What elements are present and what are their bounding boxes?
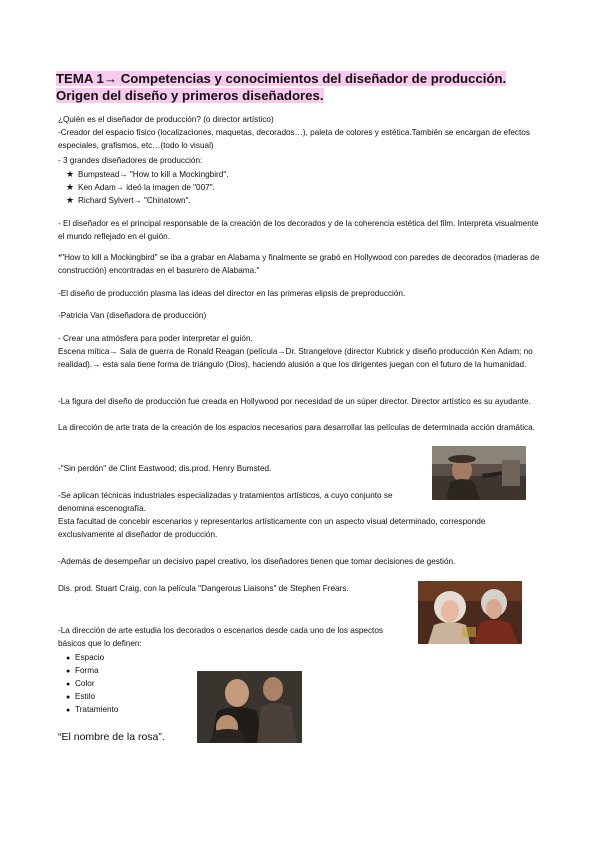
paragraph: Esta facultad de concebir escenarios y representarlos artísticamente con un aspecto visual determinado, corresponde exclusivamente al diseñador de producción. bbox=[58, 517, 486, 539]
intro-line-2: - 3 grandes diseñadores de producción: bbox=[58, 156, 203, 165]
bullet-dot-icon: ● bbox=[66, 655, 71, 662]
paragraph: -Además de desempeñar un decisivo papel creativo, los diseñadores tienen que tomar decisiones de gestión. bbox=[58, 557, 456, 566]
paragraph: La dirección de arte trata de la creación de los espacios necesarios para desarrollar las películas de determinada acción dramática. bbox=[58, 423, 535, 432]
paragraph: -La figura del diseño de producción fue creada en Hollywood por necesidad de un súper director. Director artístico es su ayudante. bbox=[58, 397, 531, 406]
title-highlight: TEMA 1→ Competencias y conocimientos del diseñador de producción. Origen del diseño y primeros diseñadores. bbox=[56, 71, 507, 103]
paragraph: -El diseño de producción plasma las ideas del director en las primeras elipsis de preproducción. bbox=[58, 289, 406, 298]
star-icon: ★ bbox=[66, 195, 75, 205]
list-item: ● Color bbox=[66, 678, 95, 692]
list-item: ● Espacio bbox=[66, 652, 104, 666]
film-still-name-of-the-rose bbox=[197, 671, 302, 743]
list-item: ★ Bumpstead→ "How to kill a Mockingbird". bbox=[66, 169, 229, 179]
list-item: ● Estilo bbox=[66, 691, 95, 705]
paragraph: -La dirección de arte estudia los decorados o escenarios desde cada uno de los aspectos básicos que lo definen: bbox=[58, 626, 383, 648]
bullet-dot-icon: ● bbox=[66, 668, 71, 675]
paragraph: -Se aplican técnicas industriales especializadas y tratamientos artísticos, a cuyo conjunto se denomina escenografía. bbox=[58, 491, 393, 513]
intro-line-1: -Creador del espacio físico (localizaciones, maquetas, decorados…), paleta de colores y estética.También se encargan de efectos especiales, grafismos, etc…(todo lo visual) bbox=[58, 128, 530, 150]
film-still-unforgiven bbox=[432, 446, 526, 500]
page-title bbox=[56, 70, 546, 104]
bullet-dot-icon: ● bbox=[66, 694, 71, 701]
paragraph: - El diseñador es el principal responsable de la creación de los decorados y de la coherencia estética del film. Interpreta visualmente el mundo reflejado en el guión. bbox=[58, 219, 539, 241]
list-item: ● Tratamiento bbox=[66, 704, 118, 718]
paragraph: Escena mítica→ Sala de guerra de Ronald Reagan (película→Dr. Strangelove (director Kubrick y diseño producción Ken Adam; no realidad).→ esta sala tiene forma de triángulo (Dios), haciendo alusión a que los dirigentes juegan con el futuro de la humanidad. bbox=[58, 347, 533, 369]
star-icon: ★ bbox=[66, 169, 75, 179]
paragraph: - Crear una atmósfera para poder interpretar el guión. bbox=[58, 334, 253, 343]
film-caption: “El nombre de la rosa”. bbox=[58, 731, 165, 743]
paragraph: -"Sin perdón" de Clint Eastwood; dis.prod. Henry Bumsted. bbox=[58, 464, 272, 473]
bullet-dot-icon: ● bbox=[66, 681, 71, 688]
star-icon: ★ bbox=[66, 182, 75, 192]
intro-question: ¿Quién es el diseñador de producción? (o director artístico) bbox=[58, 115, 274, 124]
list-item: ● Forma bbox=[66, 665, 99, 679]
paragraph: *"How to kill a Mockingbird" se iba a grabar en Alabama y finalmente se grabó en Hollywood con paredes de decorados (maderas de construcción) encontradas en el basurero de Alabama." bbox=[58, 253, 540, 275]
bullet-dot-icon: ● bbox=[66, 707, 71, 714]
film-still-dangerous-liaisons bbox=[418, 581, 522, 644]
paragraph: Dis. prod. Stuart Craig, con la película "Dangerous Liaisons" de Stephen Frears. bbox=[58, 584, 349, 593]
list-item: ★ Ken Adam→ ideó la imagen de "007". bbox=[66, 182, 215, 192]
list-item: ★ Richard Sylvert→ "Chinatown". bbox=[66, 195, 191, 205]
paragraph: -Patricia Van (diseñadora de producción) bbox=[58, 311, 207, 320]
